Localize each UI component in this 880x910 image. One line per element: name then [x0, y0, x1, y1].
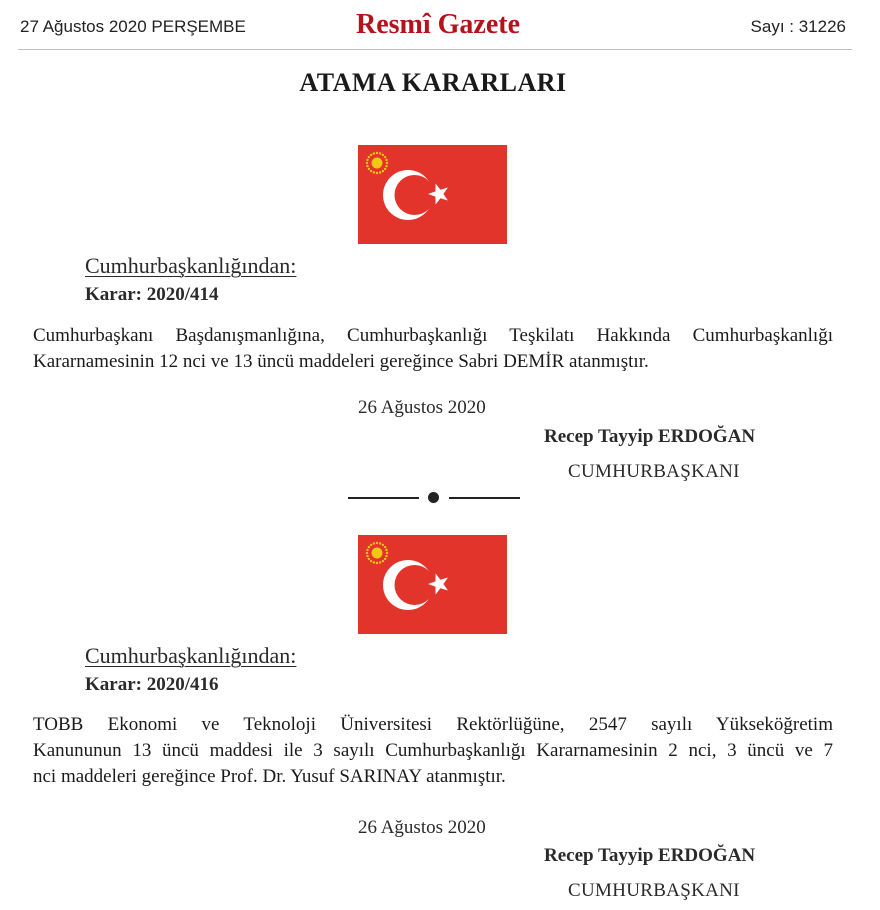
divider-line [449, 497, 520, 499]
decision-body [33, 323, 833, 375]
body-line: Kanununun 13 üncü maddesi ile 3 sayılı Cumhurbaşkanlığı Kararnamesinin 2 nci, 3 üncü ve 7 [33, 740, 833, 761]
body-line: TOBB Ekonomi ve Teknoloji Üniversitesi Rektörlüğüne, 2547 sayılı Yükseköğretim [33, 714, 833, 735]
issuer-heading: Cumhurbaşkanlığından: [85, 253, 297, 278]
gazette-header [0, 0, 880, 50]
divider-line [348, 497, 419, 499]
issue-number: Sayı : 31226 [750, 17, 846, 36]
decision-date: 26 Ağustos 2020 [358, 397, 486, 418]
header-divider [18, 49, 852, 50]
body-line: Cumhurbaşkanı Başdanışmanlığına, Cumhurbaşkanlığı Teşkilatı Hakkında Cumhurbaşkanlığı [33, 325, 833, 346]
signer-name: Recep Tayyip ERDOĞAN [544, 426, 756, 447]
body-line: Kararnamesinin 12 nci ve 13 üncü maddeleri gereğince Sabri DEMİR atanmıştır. [33, 351, 649, 372]
signer-title: CUMHURBAŞKANI [568, 880, 740, 901]
decision-number: Karar: 2020/414 [85, 284, 219, 305]
decision-body [33, 712, 833, 790]
signer-name: Recep Tayyip ERDOĞAN [544, 845, 756, 866]
body-line: nci maddeleri gereğince Prof. Dr. Yusuf SARINAY atanmıştır. [33, 766, 506, 787]
decision-number: Karar: 2020/416 [85, 674, 219, 695]
gazette-title: Resmî Gazete [355, 9, 521, 40]
presidential-flag-icon [358, 535, 507, 634]
presidential-flag-icon [358, 145, 507, 244]
section-divider [348, 489, 520, 503]
issuer-heading: Cumhurbaşkanlığından: [85, 643, 297, 668]
signer-title: CUMHURBAŞKANI [568, 461, 740, 482]
header-date: 27 Ağustos 2020 PERŞEMBE [20, 17, 246, 36]
page-title: ATAMA KARARLARI [299, 68, 567, 97]
divider-dot-icon [428, 492, 439, 503]
decision-date: 26 Ağustos 2020 [358, 817, 486, 838]
